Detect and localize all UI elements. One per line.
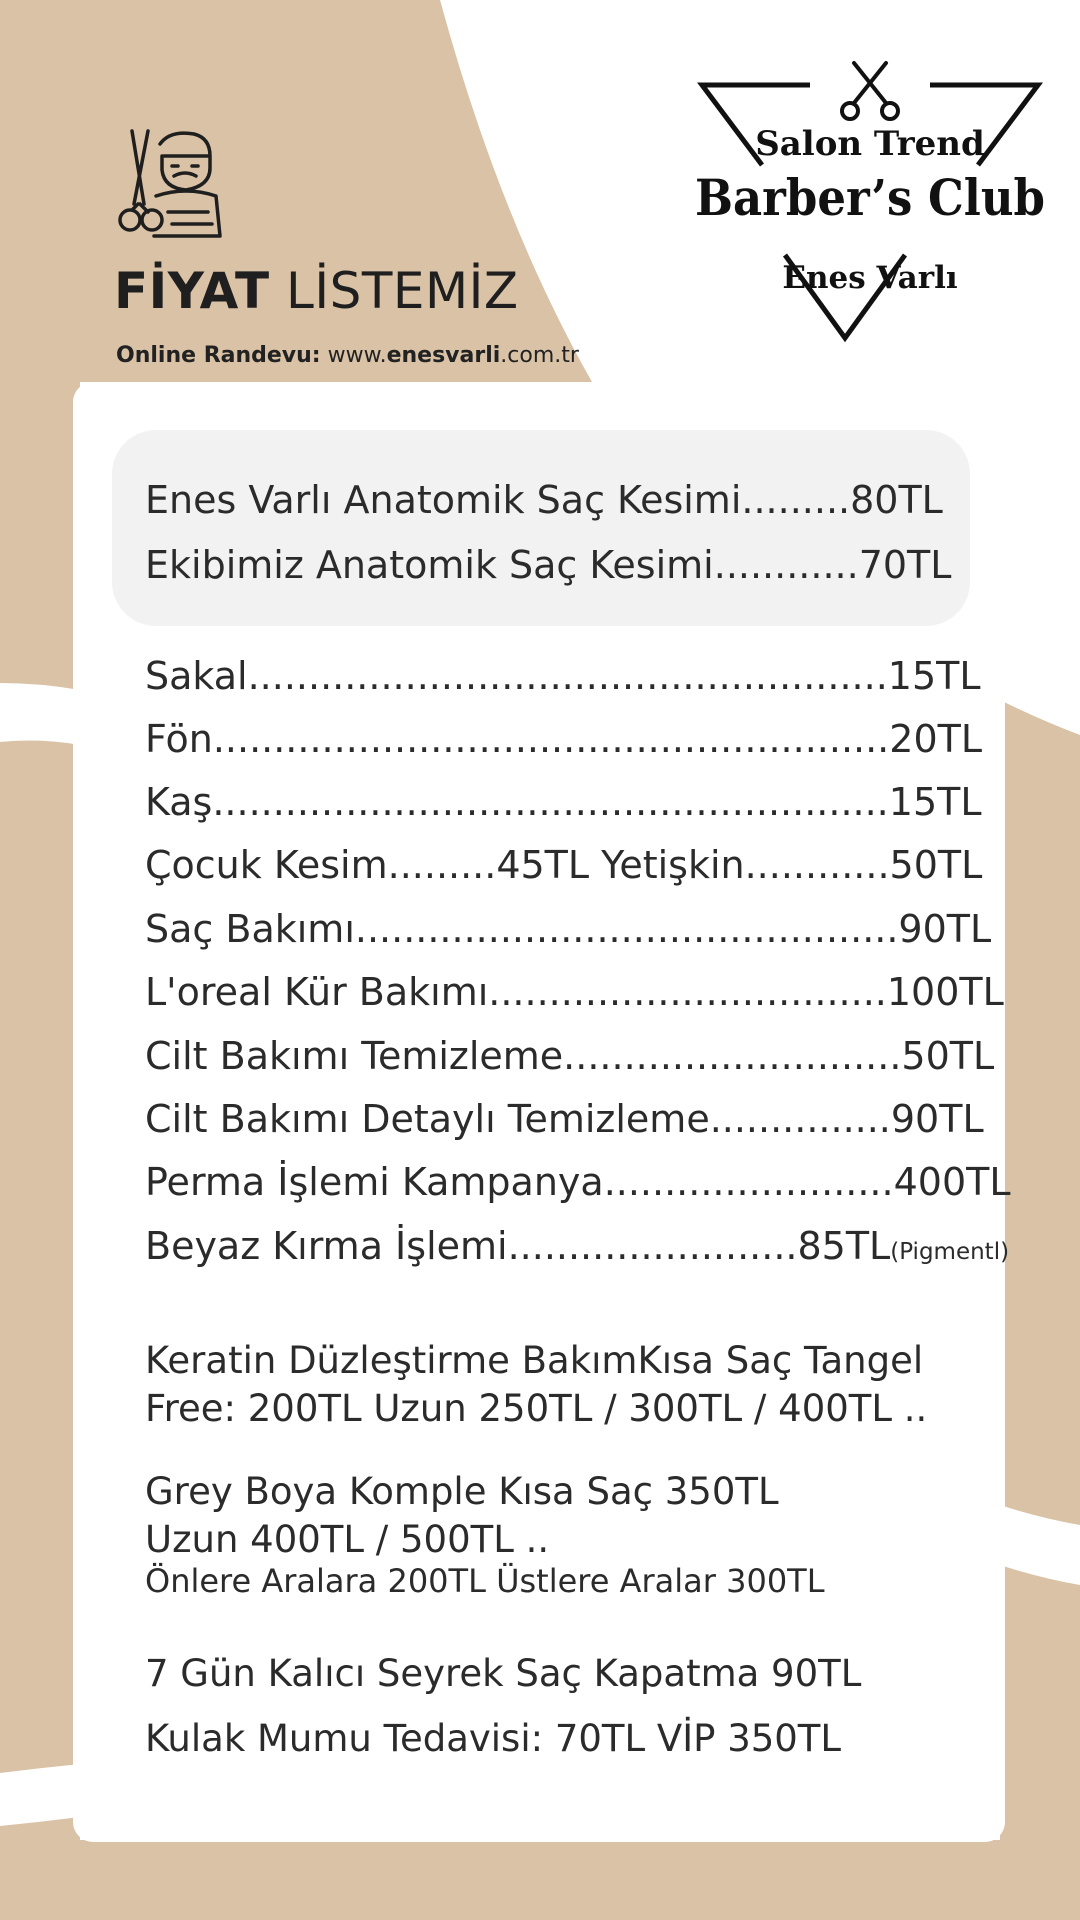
featured-box: [112, 430, 970, 626]
featured-item-1: Enes Varlı Anatomik Saç Kesimi.........80TL: [145, 478, 943, 522]
salon-logo: [690, 55, 1050, 355]
website-link[interactable]: [328, 343, 579, 368]
price-item-pigment: [145, 1224, 1010, 1268]
scissors-icon: [842, 63, 898, 119]
logo-line2: Barber’s Club: [695, 168, 1045, 227]
url-suffix: .com.tr: [500, 343, 579, 368]
kulak-line: Kulak Mumu Tedavisi: 70TL VİP 350TL: [145, 1717, 842, 1760]
grey-line-2: Uzun 400TL / 500TL ..: [145, 1518, 550, 1561]
price-item: Kaş........................................................15TL: [145, 780, 982, 824]
price-item: Fön........................................................20TL: [145, 717, 983, 761]
grey-line-1: Grey Boya Komple Kısa Saç 350TL: [145, 1470, 779, 1513]
page-title: [114, 262, 519, 320]
featured-item-2: Ekibimiz Anatomik Saç Kesimi............70TL: [145, 543, 952, 587]
price-item: L'oreal Kür Bakımı.................................100TL: [145, 970, 1004, 1014]
logo-line1: Salon Trend: [755, 124, 985, 164]
seyrek-line: 7 Gün Kalıcı Seyrek Saç Kapatma 90TL: [145, 1652, 862, 1695]
price-item-text: Beyaz Kırma İşlemi........................85TL: [145, 1224, 891, 1268]
online-label: Online Randevu:: [116, 343, 321, 368]
barber-icon: [112, 126, 232, 246]
keratin-line-2: Free: 200TL Uzun 250TL / 300TL / 400TL ..: [145, 1387, 928, 1430]
title-bold: FİYAT: [114, 262, 270, 320]
grey-line-3: Önlere Aralara 200TL Üstlere Aralar 300TL: [145, 1562, 825, 1600]
price-item: Cilt Bakımı Detaylı Temizleme...............90TL: [145, 1097, 984, 1141]
keratin-line-1: Keratin Düzleştirme BakımKısa Saç Tangel: [145, 1339, 924, 1382]
price-item: Çocuk Kesim.........45TL Yetişkin............50TL: [145, 843, 983, 887]
online-booking-line: [116, 343, 579, 368]
price-note: (Pigmentl): [890, 1239, 1010, 1265]
logo-line3: Enes Varlı: [782, 260, 958, 296]
price-item: Perma İşlemi Kampanya........................400TL: [145, 1160, 1011, 1204]
url-prefix: www.: [327, 343, 387, 368]
price-item: Cilt Bakımı Temizleme............................50TL: [145, 1034, 995, 1078]
price-item: Sakal.....................................................15TL: [145, 654, 981, 698]
price-item: Saç Bakımı.............................................90TL: [145, 907, 992, 951]
title-light: LİSTEMİZ: [286, 262, 519, 320]
url-domain: enesvarli: [386, 343, 501, 368]
